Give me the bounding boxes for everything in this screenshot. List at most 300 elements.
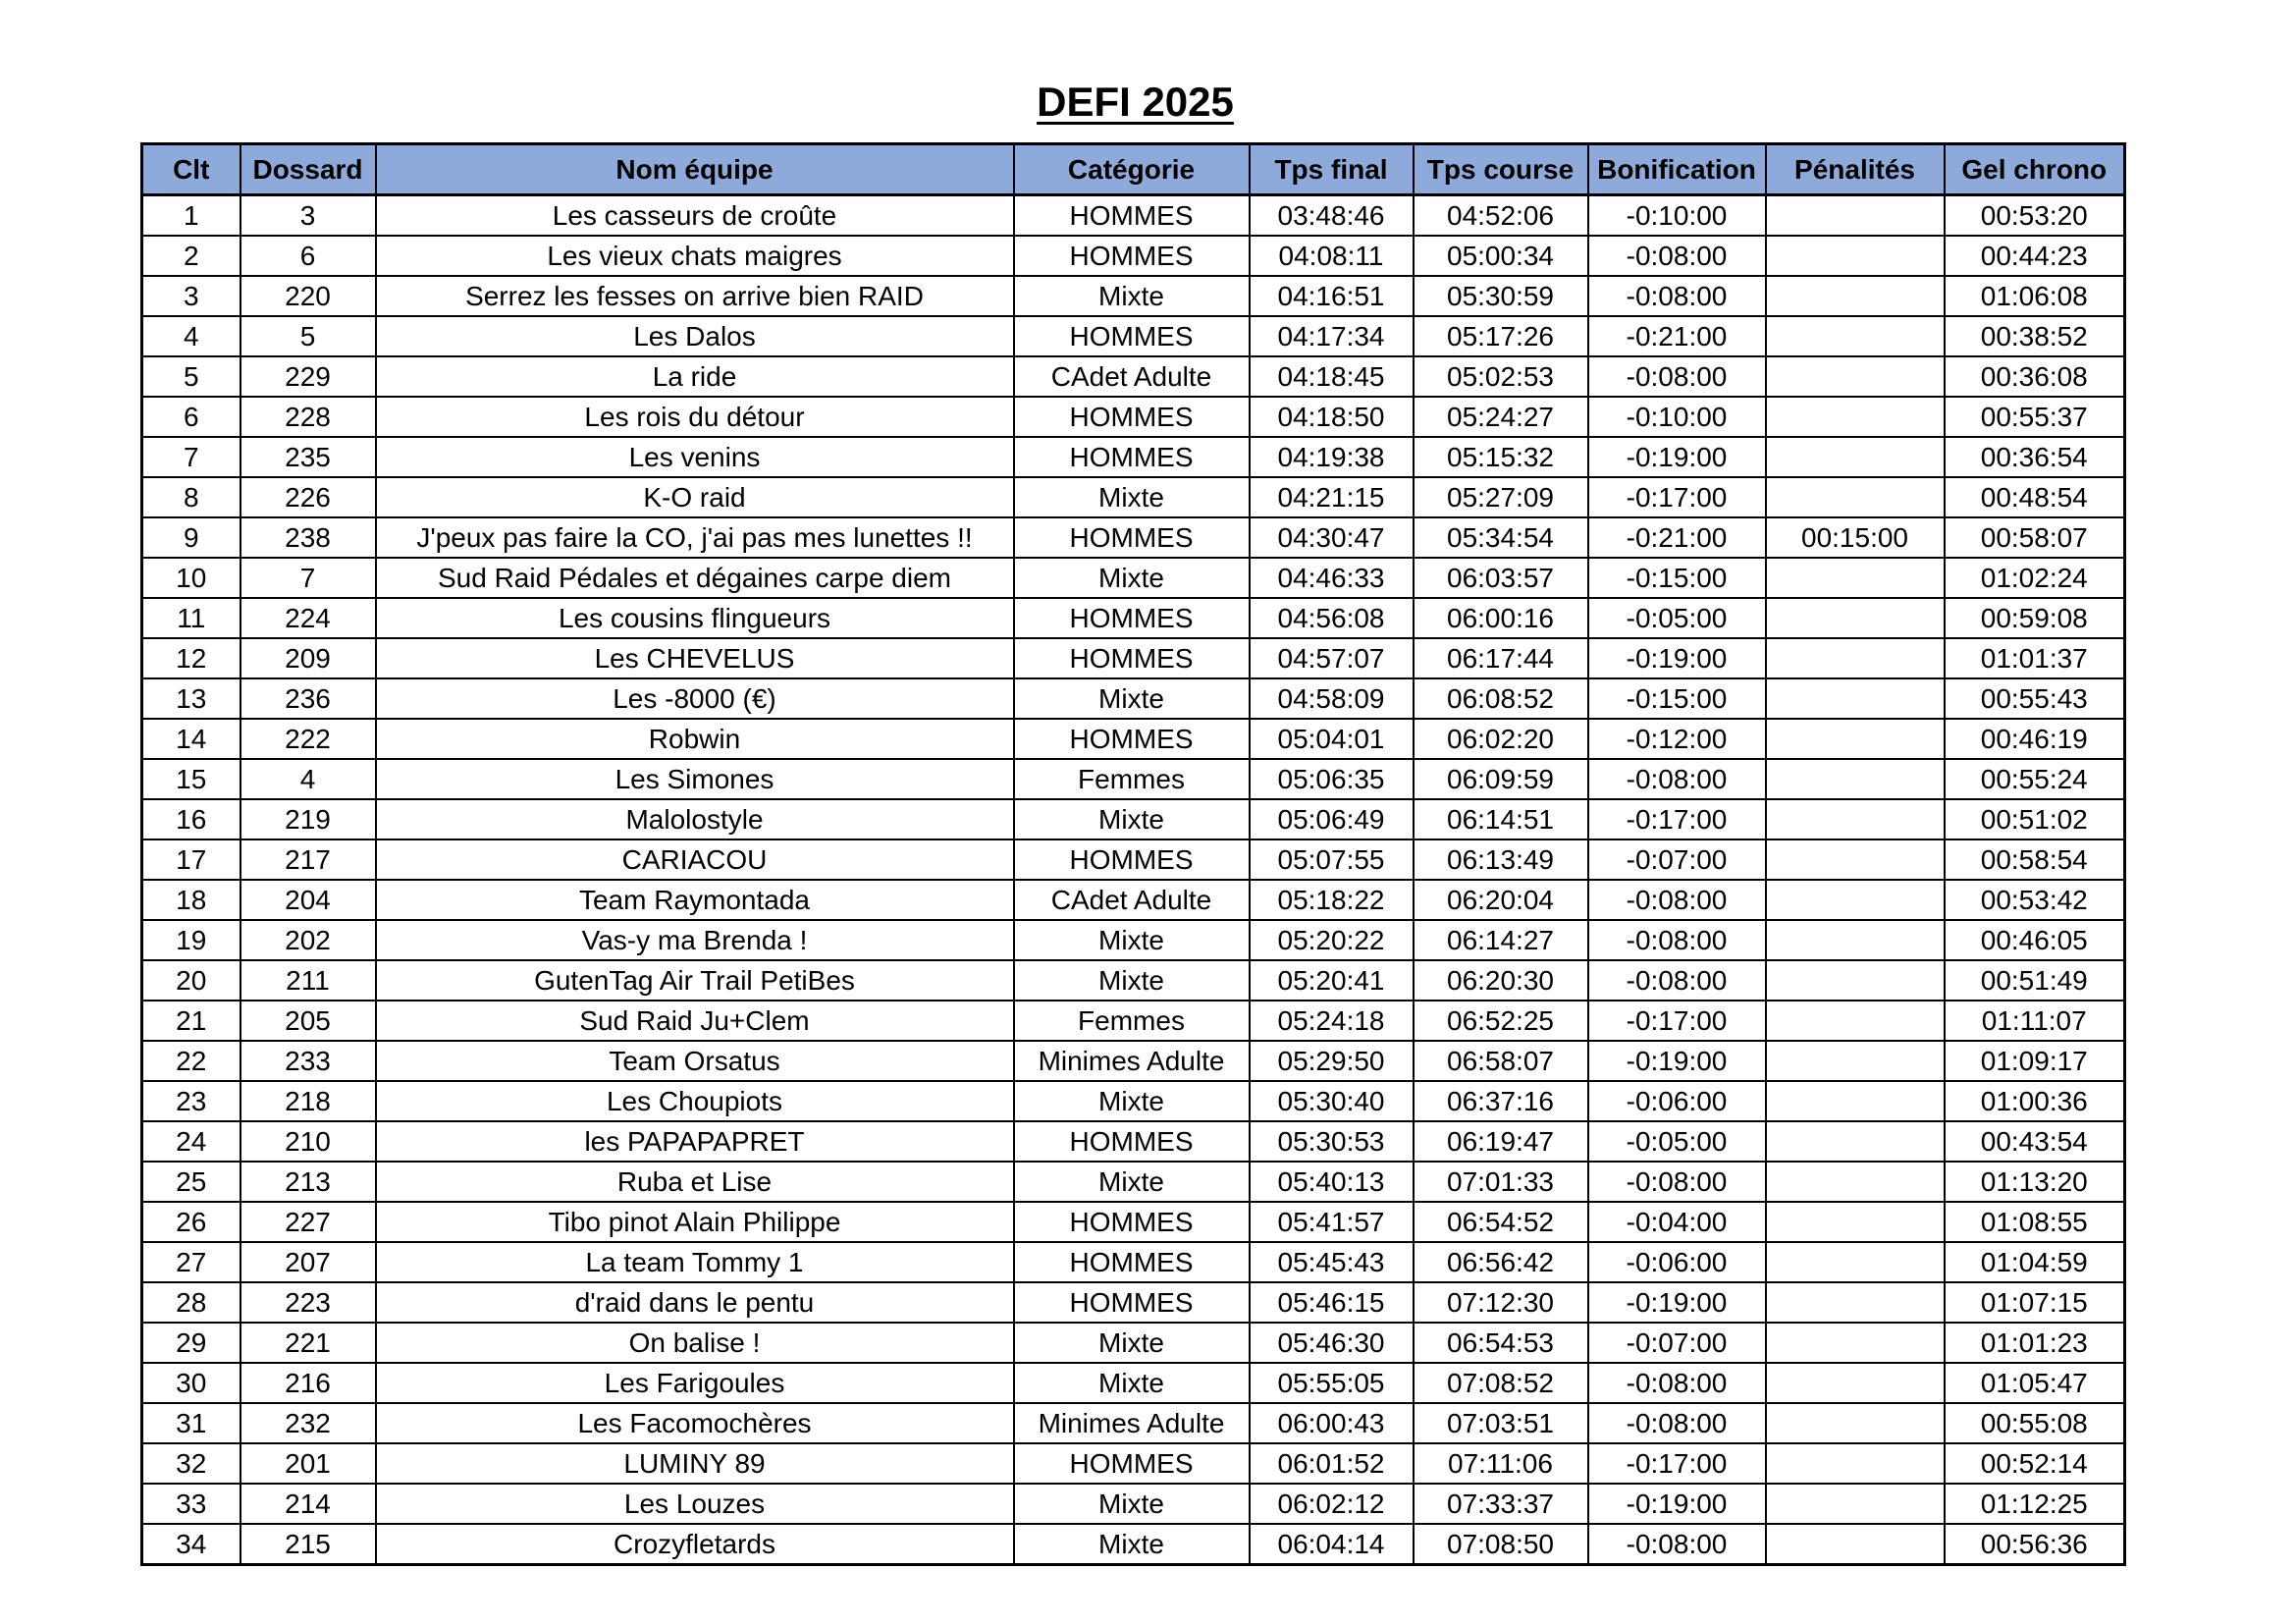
cell-dossard: 216 [240,1363,376,1403]
cell-nom-equipe: Les casseurs de croûte [376,195,1014,237]
cell-gel-chrono: 00:55:24 [1945,759,2125,799]
cell-bonification: -0:05:00 [1588,598,1766,638]
cell-tps-course: 06:14:51 [1414,799,1588,839]
cell-dossard: 213 [240,1162,376,1202]
cell-tps-final: 05:06:49 [1250,799,1414,839]
cell-nom-equipe: J'peux pas faire la CO, j'ai pas mes lunettes !! [376,517,1014,558]
cell-tps-final: 05:46:15 [1250,1282,1414,1323]
table-row [142,1121,2125,1162]
cell-nom-equipe: Sud Raid Pédales et dégaines carpe diem [376,558,1014,598]
table-row [142,397,2125,437]
cell-tps-final: 05:20:41 [1250,960,1414,1001]
cell-gel-chrono: 00:51:49 [1945,960,2125,1001]
cell-penalites [1766,236,1945,276]
cell-dossard: 204 [240,880,376,920]
cell-tps-course: 06:17:44 [1414,638,1588,678]
table-header-row [142,144,2125,195]
cell-penalites [1766,839,1945,880]
table-row [142,558,2125,598]
cell-gel-chrono: 00:58:07 [1945,517,2125,558]
cell-tps-course: 07:12:30 [1414,1282,1588,1323]
cell-clt: 12 [142,638,240,678]
cell-nom-equipe: GutenTag Air Trail PetiBes [376,960,1014,1001]
table-row [142,1162,2125,1202]
cell-tps-course: 06:13:49 [1414,839,1588,880]
cell-clt: 32 [142,1443,240,1484]
table-row [142,477,2125,517]
cell-clt: 28 [142,1282,240,1323]
cell-bonification: -0:08:00 [1588,1363,1766,1403]
cell-dossard: 233 [240,1041,376,1081]
cell-dossard: 227 [240,1202,376,1242]
cell-gel-chrono: 01:05:47 [1945,1363,2125,1403]
cell-bonification: -0:19:00 [1588,638,1766,678]
table-row [142,236,2125,276]
cell-clt: 17 [142,839,240,880]
cell-clt: 33 [142,1484,240,1524]
table-row [142,437,2125,477]
cell-nom-equipe: Les Farigoules [376,1363,1014,1403]
cell-bonification: -0:08:00 [1588,276,1766,316]
cell-dossard: 224 [240,598,376,638]
cell-clt: 22 [142,1041,240,1081]
cell-tps-final: 03:48:46 [1250,195,1414,237]
cell-penalites [1766,1443,1945,1484]
cell-nom-equipe: Tibo pinot Alain Philippe [376,1202,1014,1242]
cell-categorie: Mixte [1014,1484,1250,1524]
cell-nom-equipe: Les Simones [376,759,1014,799]
cell-categorie: CAdet Adulte [1014,356,1250,397]
cell-nom-equipe: On balise ! [376,1323,1014,1363]
cell-clt: 30 [142,1363,240,1403]
cell-bonification: -0:08:00 [1588,1403,1766,1443]
cell-tps-course: 05:24:27 [1414,397,1588,437]
cell-categorie: Minimes Adulte [1014,1403,1250,1443]
cell-clt: 27 [142,1242,240,1282]
results-table [140,142,2126,1566]
cell-categorie: HOMMES [1014,719,1250,759]
column-header-categorie: Catégorie [1014,144,1250,195]
cell-categorie: Femmes [1014,759,1250,799]
cell-bonification: -0:10:00 [1588,397,1766,437]
cell-dossard: 215 [240,1524,376,1565]
cell-tps-course: 05:00:34 [1414,236,1588,276]
cell-penalites: 00:15:00 [1766,517,1945,558]
cell-tps-course: 04:52:06 [1414,195,1588,237]
cell-tps-final: 04:18:50 [1250,397,1414,437]
cell-penalites [1766,195,1945,237]
cell-tps-course: 06:08:52 [1414,678,1588,719]
cell-nom-equipe: Les rois du détour [376,397,1014,437]
cell-gel-chrono: 01:12:25 [1945,1484,2125,1524]
cell-bonification: -0:19:00 [1588,1282,1766,1323]
cell-tps-final: 05:40:13 [1250,1162,1414,1202]
column-header-penalites: Pénalités [1766,144,1945,195]
cell-tps-course: 06:56:42 [1414,1242,1588,1282]
cell-nom-equipe: Sud Raid Ju+Clem [376,1001,1014,1041]
cell-bonification: -0:19:00 [1588,1484,1766,1524]
cell-categorie: HOMMES [1014,195,1250,237]
table-row [142,195,2125,237]
cell-penalites [1766,719,1945,759]
cell-clt: 6 [142,397,240,437]
table-row [142,276,2125,316]
cell-tps-course: 06:52:25 [1414,1001,1588,1041]
cell-categorie: Femmes [1014,1001,1250,1041]
cell-bonification: -0:06:00 [1588,1242,1766,1282]
table-row [142,356,2125,397]
cell-penalites [1766,799,1945,839]
cell-dossard: 5 [240,316,376,356]
cell-tps-final: 04:19:38 [1250,437,1414,477]
cell-clt: 14 [142,719,240,759]
cell-tps-course: 05:30:59 [1414,276,1588,316]
cell-gel-chrono: 00:48:54 [1945,477,2125,517]
cell-categorie: HOMMES [1014,1121,1250,1162]
cell-bonification: -0:17:00 [1588,799,1766,839]
cell-nom-equipe: d'raid dans le pentu [376,1282,1014,1323]
cell-clt: 19 [142,920,240,960]
cell-clt: 31 [142,1403,240,1443]
cell-bonification: -0:04:00 [1588,1202,1766,1242]
cell-bonification: -0:15:00 [1588,678,1766,719]
cell-tps-course: 06:00:16 [1414,598,1588,638]
cell-nom-equipe: Les Choupiots [376,1081,1014,1121]
cell-gel-chrono: 00:59:08 [1945,598,2125,638]
cell-clt: 1 [142,195,240,237]
table-row [142,1484,2125,1524]
cell-clt: 7 [142,437,240,477]
cell-categorie: Mixte [1014,1162,1250,1202]
cell-dossard: 232 [240,1403,376,1443]
cell-tps-final: 05:45:43 [1250,1242,1414,1282]
cell-penalites [1766,1484,1945,1524]
table-row [142,920,2125,960]
cell-categorie: HOMMES [1014,1443,1250,1484]
cell-categorie: HOMMES [1014,397,1250,437]
cell-categorie: HOMMES [1014,437,1250,477]
cell-nom-equipe: Crozyfletards [376,1524,1014,1565]
cell-categorie: Mixte [1014,1363,1250,1403]
cell-dossard: 222 [240,719,376,759]
cell-tps-course: 06:37:16 [1414,1081,1588,1121]
cell-categorie: Mixte [1014,1524,1250,1565]
cell-categorie: Mixte [1014,678,1250,719]
cell-gel-chrono: 00:53:42 [1945,880,2125,920]
cell-bonification: -0:21:00 [1588,316,1766,356]
cell-gel-chrono: 00:36:08 [1945,356,2125,397]
cell-categorie: HOMMES [1014,1202,1250,1242]
cell-penalites [1766,880,1945,920]
cell-tps-course: 07:08:50 [1414,1524,1588,1565]
cell-gel-chrono: 01:06:08 [1945,276,2125,316]
cell-clt: 20 [142,960,240,1001]
cell-bonification: -0:15:00 [1588,558,1766,598]
cell-tps-final: 05:30:40 [1250,1081,1414,1121]
cell-nom-equipe: Serrez les fesses on arrive bien RAID [376,276,1014,316]
cell-nom-equipe: LUMINY 89 [376,1443,1014,1484]
cell-categorie: Mixte [1014,799,1250,839]
cell-tps-course: 05:02:53 [1414,356,1588,397]
cell-tps-final: 04:57:07 [1250,638,1414,678]
table-row [142,1242,2125,1282]
cell-penalites [1766,356,1945,397]
cell-tps-final: 05:04:01 [1250,719,1414,759]
cell-tps-final: 06:01:52 [1250,1443,1414,1484]
cell-tps-course: 05:34:54 [1414,517,1588,558]
cell-nom-equipe: Les cousins flingueurs [376,598,1014,638]
cell-clt: 5 [142,356,240,397]
cell-gel-chrono: 00:46:05 [1945,920,2125,960]
cell-tps-course: 06:58:07 [1414,1041,1588,1081]
cell-bonification: -0:08:00 [1588,920,1766,960]
cell-gel-chrono: 00:53:20 [1945,195,2125,237]
table-row [142,1041,2125,1081]
cell-bonification: -0:08:00 [1588,759,1766,799]
column-header-gel-chrono: Gel chrono [1945,144,2125,195]
cell-tps-course: 06:20:30 [1414,960,1588,1001]
column-header-tps-final: Tps final [1250,144,1414,195]
cell-penalites [1766,276,1945,316]
table-row [142,1524,2125,1565]
cell-clt: 29 [142,1323,240,1363]
cell-clt: 34 [142,1524,240,1565]
column-header-dossard: Dossard [240,144,376,195]
cell-bonification: -0:17:00 [1588,477,1766,517]
cell-gel-chrono: 00:55:08 [1945,1403,2125,1443]
cell-bonification: -0:10:00 [1588,195,1766,237]
cell-gel-chrono: 01:01:37 [1945,638,2125,678]
cell-tps-course: 06:09:59 [1414,759,1588,799]
cell-tps-final: 06:04:14 [1250,1524,1414,1565]
cell-penalites [1766,1202,1945,1242]
cell-gel-chrono: 00:51:02 [1945,799,2125,839]
table-row [142,517,2125,558]
cell-penalites [1766,759,1945,799]
cell-dossard: 221 [240,1323,376,1363]
cell-categorie: Mixte [1014,1081,1250,1121]
cell-categorie: HOMMES [1014,1282,1250,1323]
cell-bonification: -0:07:00 [1588,1323,1766,1363]
cell-dossard: 217 [240,839,376,880]
cell-penalites [1766,638,1945,678]
cell-tps-course: 05:15:32 [1414,437,1588,477]
cell-nom-equipe: Robwin [376,719,1014,759]
cell-tps-course: 07:03:51 [1414,1403,1588,1443]
column-header-clt: Clt [142,144,240,195]
cell-nom-equipe: Malolostyle [376,799,1014,839]
cell-nom-equipe: Les vieux chats maigres [376,236,1014,276]
cell-dossard: 211 [240,960,376,1001]
cell-bonification: -0:08:00 [1588,236,1766,276]
cell-penalites [1766,437,1945,477]
cell-clt: 11 [142,598,240,638]
cell-dossard: 229 [240,356,376,397]
cell-nom-equipe: Les Facomochères [376,1403,1014,1443]
cell-dossard: 236 [240,678,376,719]
cell-penalites [1766,1524,1945,1565]
cell-tps-course: 06:20:04 [1414,880,1588,920]
cell-clt: 2 [142,236,240,276]
cell-dossard: 209 [240,638,376,678]
cell-categorie: HOMMES [1014,1242,1250,1282]
cell-bonification: -0:19:00 [1588,437,1766,477]
cell-categorie: Minimes Adulte [1014,1041,1250,1081]
cell-gel-chrono: 00:38:52 [1945,316,2125,356]
cell-penalites [1766,1282,1945,1323]
cell-dossard: 235 [240,437,376,477]
table-row [142,1282,2125,1323]
cell-dossard: 3 [240,195,376,237]
cell-penalites [1766,1363,1945,1403]
cell-tps-final: 04:08:11 [1250,236,1414,276]
table-row [142,1403,2125,1443]
cell-gel-chrono: 00:55:43 [1945,678,2125,719]
cell-nom-equipe: La team Tommy 1 [376,1242,1014,1282]
cell-gel-chrono: 00:44:23 [1945,236,2125,276]
cell-penalites [1766,397,1945,437]
cell-nom-equipe: Vas-y ma Brenda ! [376,920,1014,960]
cell-clt: 18 [142,880,240,920]
cell-penalites [1766,1403,1945,1443]
table-row [142,1081,2125,1121]
cell-penalites [1766,1323,1945,1363]
cell-clt: 9 [142,517,240,558]
cell-tps-final: 06:00:43 [1250,1403,1414,1443]
cell-dossard: 223 [240,1282,376,1323]
cell-dossard: 226 [240,477,376,517]
cell-bonification: -0:19:00 [1588,1041,1766,1081]
cell-penalites [1766,1242,1945,1282]
cell-dossard: 6 [240,236,376,276]
cell-dossard: 214 [240,1484,376,1524]
cell-penalites [1766,316,1945,356]
cell-gel-chrono: 00:46:19 [1945,719,2125,759]
cell-categorie: Mixte [1014,477,1250,517]
cell-bonification: -0:06:00 [1588,1081,1766,1121]
cell-gel-chrono: 01:01:23 [1945,1323,2125,1363]
cell-clt: 8 [142,477,240,517]
cell-bonification: -0:17:00 [1588,1001,1766,1041]
cell-nom-equipe: Team Raymontada [376,880,1014,920]
cell-tps-course: 07:08:52 [1414,1363,1588,1403]
cell-categorie: HOMMES [1014,316,1250,356]
cell-tps-final: 04:18:45 [1250,356,1414,397]
table-row [142,316,2125,356]
table-row [142,1323,2125,1363]
table-row [142,759,2125,799]
cell-tps-course: 06:19:47 [1414,1121,1588,1162]
cell-bonification: -0:08:00 [1588,960,1766,1001]
cell-nom-equipe: Les venins [376,437,1014,477]
cell-clt: 21 [142,1001,240,1041]
cell-gel-chrono: 01:13:20 [1945,1162,2125,1202]
cell-clt: 3 [142,276,240,316]
cell-bonification: -0:05:00 [1588,1121,1766,1162]
cell-tps-course: 06:54:52 [1414,1202,1588,1242]
cell-tps-final: 05:20:22 [1250,920,1414,960]
cell-penalites [1766,1121,1945,1162]
cell-categorie: Mixte [1014,960,1250,1001]
cell-gel-chrono: 00:52:14 [1945,1443,2125,1484]
cell-penalites [1766,960,1945,1001]
table-row [142,1363,2125,1403]
cell-gel-chrono: 00:56:36 [1945,1524,2125,1565]
table-row [142,839,2125,880]
cell-gel-chrono: 01:00:36 [1945,1081,2125,1121]
cell-tps-final: 04:16:51 [1250,276,1414,316]
cell-gel-chrono: 01:09:17 [1945,1041,2125,1081]
cell-categorie: Mixte [1014,558,1250,598]
cell-penalites [1766,678,1945,719]
cell-tps-final: 05:30:53 [1250,1121,1414,1162]
column-header-nom-equipe: Nom équipe [376,144,1014,195]
cell-gel-chrono: 00:55:37 [1945,397,2125,437]
cell-penalites [1766,1162,1945,1202]
cell-tps-course: 07:11:06 [1414,1443,1588,1484]
cell-clt: 25 [142,1162,240,1202]
cell-nom-equipe: Les CHEVELUS [376,638,1014,678]
cell-tps-course: 06:54:53 [1414,1323,1588,1363]
cell-tps-final: 05:41:57 [1250,1202,1414,1242]
cell-dossard: 228 [240,397,376,437]
column-header-bonification: Bonification [1588,144,1766,195]
cell-penalites [1766,558,1945,598]
cell-tps-final: 04:46:33 [1250,558,1414,598]
cell-bonification: -0:08:00 [1588,1162,1766,1202]
cell-bonification: -0:08:00 [1588,1524,1766,1565]
cell-categorie: CAdet Adulte [1014,880,1250,920]
cell-nom-equipe: les PAPAPAPRET [376,1121,1014,1162]
cell-tps-course: 06:02:20 [1414,719,1588,759]
cell-tps-final: 04:56:08 [1250,598,1414,638]
table-row [142,1001,2125,1041]
cell-nom-equipe: K-O raid [376,477,1014,517]
cell-dossard: 207 [240,1242,376,1282]
table-row [142,719,2125,759]
cell-nom-equipe: La ride [376,356,1014,397]
cell-bonification: -0:12:00 [1588,719,1766,759]
cell-categorie: Mixte [1014,276,1250,316]
table-row [142,1202,2125,1242]
cell-nom-equipe: Ruba et Lise [376,1162,1014,1202]
table-row [142,598,2125,638]
table-row [142,678,2125,719]
cell-clt: 24 [142,1121,240,1162]
table-row [142,960,2125,1001]
cell-categorie: Mixte [1014,920,1250,960]
cell-tps-course: 06:14:27 [1414,920,1588,960]
cell-dossard: 205 [240,1001,376,1041]
cell-penalites [1766,1081,1945,1121]
cell-tps-final: 05:55:05 [1250,1363,1414,1403]
cell-clt: 10 [142,558,240,598]
cell-gel-chrono: 01:04:59 [1945,1242,2125,1282]
cell-dossard: 202 [240,920,376,960]
cell-gel-chrono: 01:08:55 [1945,1202,2125,1242]
cell-dossard: 210 [240,1121,376,1162]
cell-tps-course: 05:17:26 [1414,316,1588,356]
cell-clt: 23 [142,1081,240,1121]
cell-categorie: HOMMES [1014,598,1250,638]
cell-dossard: 220 [240,276,376,316]
cell-bonification: -0:08:00 [1588,356,1766,397]
cell-tps-final: 04:58:09 [1250,678,1414,719]
cell-nom-equipe: CARIACOU [376,839,1014,880]
cell-clt: 15 [142,759,240,799]
table-row [142,1443,2125,1484]
cell-tps-final: 05:18:22 [1250,880,1414,920]
